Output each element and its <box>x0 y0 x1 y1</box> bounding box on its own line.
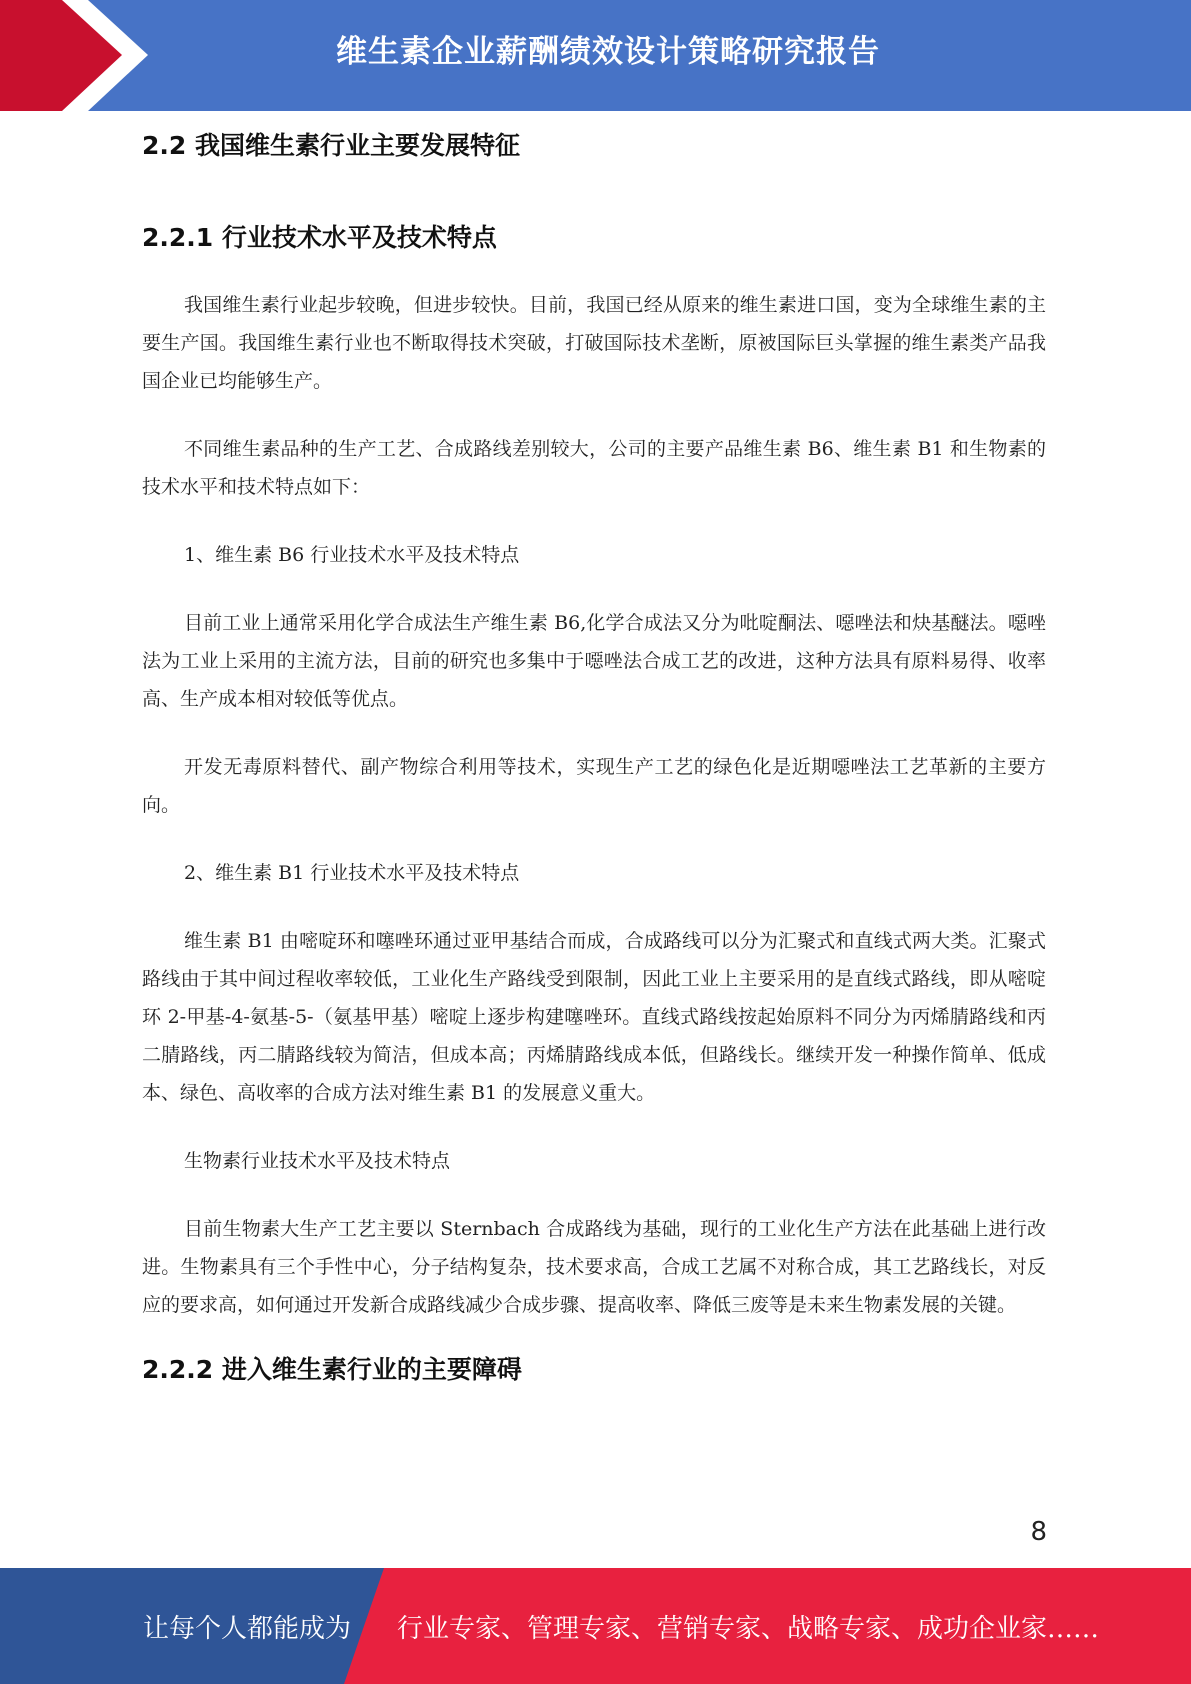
page-number: 8 <box>1030 1517 1047 1547</box>
item-heading-b1: 2、维生素 B1 行业技术水平及技术特点 <box>184 862 520 884</box>
header-banner <box>0 0 1191 111</box>
subsection-heading-1: 2.2.1 行业技术水平及技术特点 <box>142 223 497 252</box>
paragraph-3: 目前工业上通常采用化学合成法生产维生素 B6,化学合成法又分为吡啶酮法、噁唑法和炔基醚法。噁唑法为工业上采用的主流方法，目前的研究也多集中于噁唑法合成工艺的改进，这种方法具有原料易得、收率高、生产成本相对较低等优点。 <box>142 612 1046 710</box>
paragraph-2: 不同维生素品种的生产工艺、合成路线差别较大，公司的主要产品维生素 B6、维生素 B1 和生物素的技术水平和技术特点如下： <box>142 438 1046 498</box>
footer-slogan-right: 行业专家、管理专家、营销专家、战略专家、成功企业家…… <box>397 1614 1100 1644</box>
paragraph-5: 维生素 B1 由嘧啶环和噻唑环通过亚甲基结合而成，合成路线可以分为汇聚式和直线式两大类。汇聚式路线由于其中间过程收率较低，工业化生产路线受到限制，因此工业上主要采用的是直线式路线，即从嘧啶环 2-甲基-4-氨基-5-（氨基甲基）嘧啶上逐步构建噻唑环。直线式路线按起始原料不同分为丙烯腈路线和丙二腈路线，丙二腈路线较为简洁，但成本高；丙烯腈路线成本低，但路线长。继续开发一种操作简单、低成本、绿色、高收率的合成方法对维生素 B1 的发展意义重大。 <box>142 930 1046 1104</box>
header-title: 维生素企业薪酬绩效设计策略研究报告 <box>336 34 880 70</box>
subsection-heading-2: 2.2.2 进入维生素行业的主要障碍 <box>142 1355 522 1384</box>
footer-banner <box>0 1568 1191 1684</box>
footer-slogan-left: 让每个人都能成为 <box>143 1614 352 1644</box>
item-heading-biotin: 生物素行业技术水平及技术特点 <box>184 1150 451 1172</box>
section-heading: 2.2 我国维生素行业主要发展特征 <box>142 131 520 160</box>
paragraph-6: 目前生物素大生产工艺主要以 Sternbach 合成路线为基础，现行的工业化生产方法在此基础上进行改进。生物素具有三个手性中心，分子结构复杂，技术要求高，合成工艺属不对称合成，其工艺路线长，对反应的要求高，如何通过开发新合成路线减少合成步骤、提高收率、降低三废等是未来生物素发展的关键。 <box>142 1218 1046 1316</box>
paragraph-1: 我国维生素行业起步较晚，但进步较快。目前，我国已经从原来的维生素进口国，变为全球维生素的主要生产国。我国维生素行业也不断取得技术突破，打破国际技术垄断，原被国际巨头掌握的维生素类产品我国企业已均能够生产。 <box>142 294 1046 392</box>
item-heading-b6: 1、维生素 B6 行业技术水平及技术特点 <box>184 544 520 566</box>
paragraph-4: 开发无毒原料替代、副产物综合利用等技术，实现生产工艺的绿色化是近期噁唑法工艺革新的主要方向。 <box>142 756 1046 816</box>
document-body <box>142 126 1046 1386</box>
